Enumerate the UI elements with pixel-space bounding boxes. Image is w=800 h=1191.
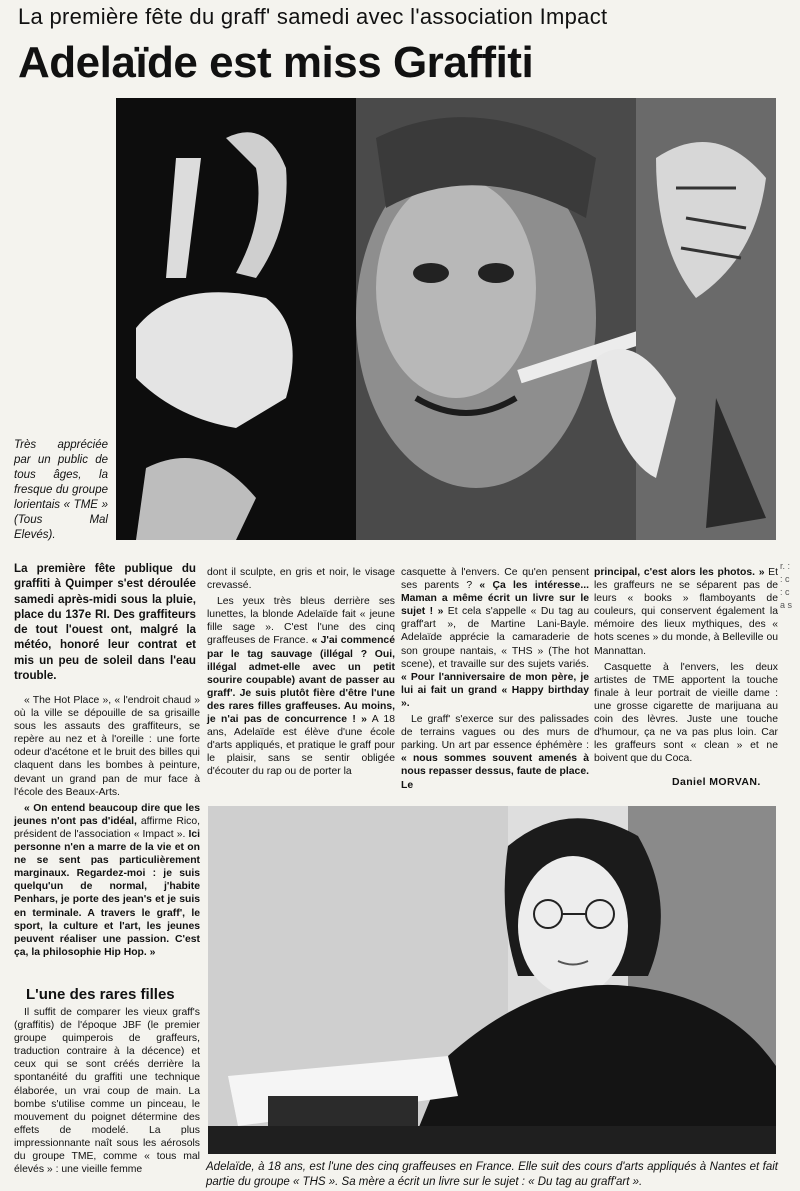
paragraph: « The Hot Place », « l'endroit chaud » où la ville se dépouille de sa grisaille sous les assauts des graffiteurs, se repère au nez et à l'oreille : une forte odeur d'acétone et le bruit des billes qui claquent dans les bombes à peinture, devant un grand pan de mur face à l'école des Beaux-Arts. (14, 695, 200, 798)
body-text: Le graff' s'exerce sur des palissades de terrains vagues ou des murs de parking. Un art par essence éphémère : (401, 714, 589, 752)
paragraph (14, 802, 200, 959)
paragraph (401, 566, 589, 710)
quote-text: Ici personne n'en a marre de la vie et on ne se sent pas particulièrement marginaux. Regardez-moi : je suis quelqu'un de normal, j'habite Penhars, je porte des jean's et je suis en terminale. A travers le graff', le sport, la culture et l'art, les jeunes peuvent réaliser une passion. C'est ça, la philosophie Hip Hop. » (14, 828, 200, 958)
article-column-1b (14, 1006, 200, 1179)
subheading: L'une des rares filles (26, 986, 175, 1003)
author-signature: Daniel MORVAN. (672, 776, 761, 788)
quote-text: « Ça les intéresse... Maman a même écrit un livre sur le sujet ! » (401, 580, 589, 618)
paragraph: Il suffit de comparer les vieux graff's (graffitis) de l'époque JBF (le premier groupe quimperois de graffeurs, traduction contraire à la décence) et ceux qui se sont créés derrière la spontanéité du graffiti une technique élaborée, un vrai coup de main. La bombe s'utilise comme un pinceau, le mouvement du poignet détermine des effets de modelé. La plus impressionnante naît sous les aérosols du groupe TME, comme « tous mal élevés » : une vieille femme (14, 1007, 200, 1176)
graffiti-fresco-photo (116, 98, 776, 540)
article-headline: Adelaïde est miss Graffiti (18, 38, 534, 87)
quote-text: « On entend beaucoup dire que les jeunes n'ont pas d'idéal, (14, 802, 200, 827)
body-text: Les yeux très bleus derrière ses lunettes, la blonde Adelaïde fait « jeune fille sage ». C'est l'une des cinq graffeuses de France. (207, 596, 395, 647)
quote-text: principal, c'est alors les photos. » (594, 567, 765, 578)
photo-caption-portrait: Adelaïde, à 18 ans, est l'une des cinq graffeuses en France. Elle suit des cours d'arts appliqués à Nantes et fait partie du groupe « THS ». Sa mère a écrit un livre sur le sujet : « Du tag au graff'art ». (206, 1161, 778, 1188)
article-column-4 (594, 566, 778, 768)
body-text: affirme Rico, président de l'association « Impact ». (14, 815, 200, 840)
paragraph: dont il sculpte, en gris et noir, le visage crevassé. (207, 567, 395, 592)
body-text: A 18 ans, Adelaïde est élève d'une école d'arts appliqués, et pratique le graff pour le plaisir, sans se sentir obligée d'écouter du rap ou de porter la (207, 714, 395, 778)
paragraph (594, 566, 778, 658)
article-column-1 (14, 694, 200, 962)
quote-text: « J'ai commencé par le tag sauvage (illégal ? Oui, illégal admet-elle avec un petit sourire coupable) avant de passer au graff'. Je suis plutôt fière d'être l'une des rares filles graffeuses. Au moins, je n'ai pas de concurrence ! » (207, 635, 395, 726)
paragraph (401, 713, 589, 792)
quote-text: « Pour l'anniversaire de mon père, je lui ai fait un grand « Happy birthday ». (401, 671, 589, 709)
article-kicker: La première fête du graff' samedi avec l'association Impact (18, 4, 608, 29)
article-column-2 (207, 566, 395, 782)
article-column-3 (401, 566, 589, 795)
quote-text: « nous sommes souvent amenés à nous repasser dessus, faute de place. Le (401, 753, 589, 791)
margin-fragment: r. : : c : c a s (780, 561, 793, 610)
article-lead: La première fête publique du graffiti à Quimper s'est déroulée samedi après-midi sous la pluie, place du 137e RI. Des graffiteurs de tout l'ouest ont, malgré la météo, honoré leur contrat et mis un peu de soleil dans l'eau trouble. (14, 562, 196, 683)
body-text: casquette à l'envers. Ce qu'en pensent ses parents ? (401, 567, 589, 592)
paragraph (207, 595, 395, 778)
photo-caption-fresco: Très appréciée par un public de tous âges, la fresque du groupe lorientais « TME » (Tous Mal Elevés). (14, 439, 108, 541)
body-text: Et les graffeurs ne se séparent pas de leurs « books » flamboyants de couleurs, qui conservent également la mémoire des lieux mythiques, des « hots scenes » du monde, à Belleville ou Mannattan. (594, 567, 778, 657)
body-text: Et cela s'appelle « Du tag au graff'art », de Martine Lani-Bayle. Adelaïde apprécie la camaraderie de son groupe nantais, « THS » (The hot scene), et travaille sur des sujets variés. (401, 606, 590, 670)
paragraph: Casquette à l'envers, les deux artistes de TME apportent la touche finale à leur portrait de vieille dame : une grosse cigarette de marijuana au coin des lèvres. Juste une touche d'humour, ça ne va pas plus loin. Car les graffeurs sont « clean » et ne boivent que du Coca. (594, 661, 778, 765)
adelaide-portrait-photo (208, 806, 776, 1154)
